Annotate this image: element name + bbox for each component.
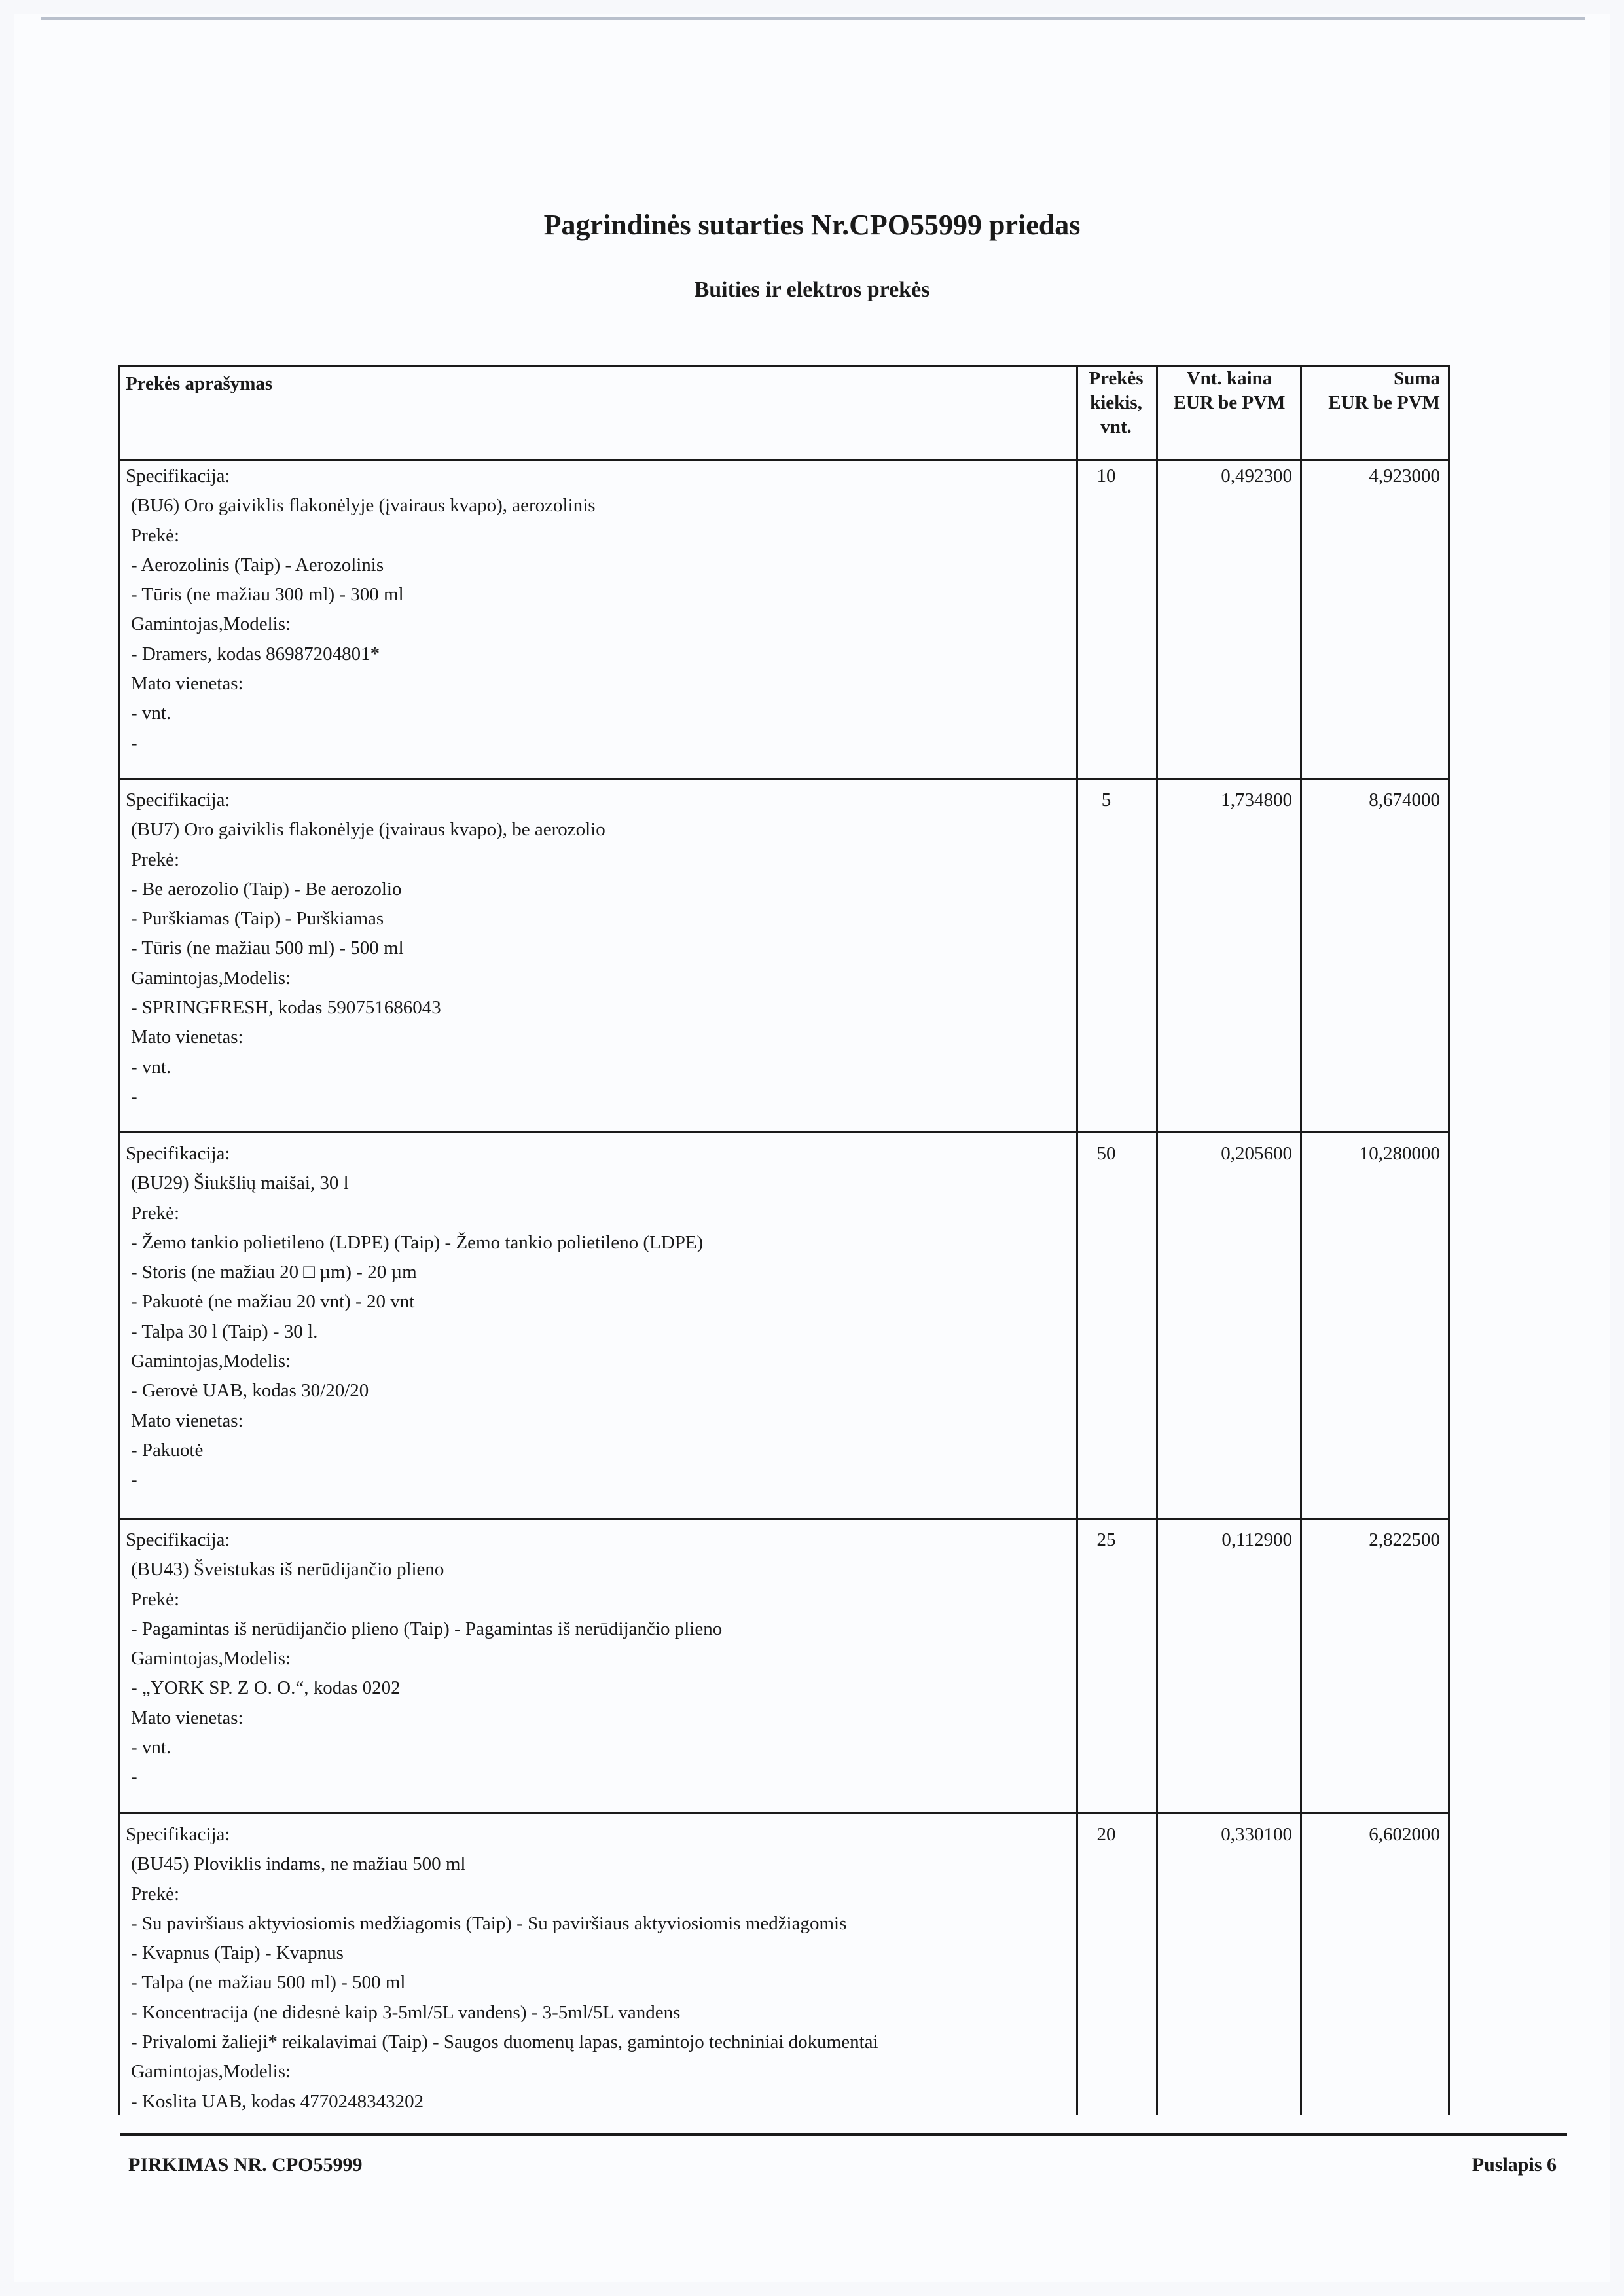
table-row-border [118, 459, 1450, 461]
description-line: (BU29) Šiukšlių maišai, 30 l [131, 1173, 349, 1194]
description-line: Gamintojas,Modelis: [131, 1648, 291, 1669]
description-line: - Aerozolinis (Taip) - Aerozolinis [131, 554, 384, 575]
description-line: - Purškiamas (Taip) - Purškiamas [131, 908, 384, 930]
table-row-sum: 4,923000 [1369, 465, 1440, 486]
description-line: (BU45) Ploviklis indams, ne mažiau 500 ml [131, 1853, 466, 1875]
description-line: - [131, 1766, 137, 1788]
table-row-unit-price: 0,492300 [1221, 465, 1292, 486]
description-line: - „YORK SP. Z O. O.“, kodas 0202 [131, 1677, 401, 1699]
description-line: Prekė: [131, 848, 180, 870]
footer-divider [120, 2133, 1567, 2136]
description-line: - vnt. [131, 1737, 171, 1758]
header-quantity-line: Prekės [1089, 368, 1144, 389]
description-line: (BU7) Oro gaiviklis flakonėlyje (įvairaus kvapo), be aerozolio [131, 819, 605, 841]
table-row-quantity: 25 [1096, 1529, 1116, 1550]
header-sum-line: EUR be PVM [1328, 392, 1440, 413]
description-line: - Žemo tankio polietileno (LDPE) (Taip) - Žemo tankio polietileno (LDPE) [131, 1231, 704, 1253]
description-line: Mato vienetas: [131, 1027, 244, 1048]
description-line: - Gerovė UAB, kodas 30/20/20 [131, 1380, 369, 1402]
table-row-description [126, 1820, 878, 2117]
description-line: - vnt. [131, 702, 171, 724]
description-line: - [131, 1469, 137, 1491]
description-line: - Tūris (ne mažiau 300 ml) - 300 ml [131, 584, 404, 606]
table-row-sum: 8,674000 [1369, 790, 1440, 811]
footer-procurement-number: PIRKIMAS NR. CPO55999 [128, 2154, 363, 2176]
description-line: Gamintojas,Modelis: [131, 967, 291, 989]
header-quantity [1080, 367, 1152, 439]
description-line: - SPRINGFRESH, kodas 590751686043 [131, 997, 441, 1019]
table-row-sum: 10,280000 [1359, 1143, 1440, 1164]
description-line: - Pagamintas iš nerūdijančio plieno (Taip) - Pagamintas iš nerūdijančio plieno [131, 1618, 723, 1639]
table-row-description [126, 462, 596, 758]
description-line: - Storis (ne mažiau 20 □ µm) - 20 µm [131, 1262, 417, 1283]
description-line: - Pakuotė [131, 1439, 204, 1461]
header-sum-line: Suma [1394, 368, 1440, 389]
header-unit-price-line: Vnt. kaina [1186, 368, 1272, 389]
table-row-quantity: 20 [1096, 1824, 1116, 1845]
table-row-unit-price: 0,330100 [1221, 1824, 1292, 1845]
table-row-unit-price: 1,734800 [1221, 790, 1292, 811]
table-row-unit-price: 0,112900 [1221, 1529, 1292, 1550]
description-line: - Kvapnus (Taip) - Kvapnus [131, 1942, 344, 1964]
description-line: - Koslita UAB, kodas 4770248343202 [131, 2090, 424, 2112]
header-sum [1307, 367, 1440, 415]
description-line: - Be aerozolio (Taip) - Be aerozolio [131, 878, 402, 900]
description-line: Mato vienetas: [131, 1410, 244, 1431]
description-line: Specifikacija: [126, 1824, 230, 1845]
header-unit-price-line: EUR be PVM [1173, 392, 1286, 413]
table-column-border [1156, 365, 1158, 2115]
description-line: Prekė: [131, 1883, 180, 1904]
document-title: Pagrindinės sutarties Nr.CPO55999 priedas [543, 209, 1081, 241]
description-line: Prekė: [131, 1588, 180, 1610]
table-row-description [126, 1525, 722, 1793]
table-row-quantity: 5 [1101, 790, 1111, 811]
description-line: Mato vienetas: [131, 1707, 244, 1728]
table-row-unit-price: 0,205600 [1221, 1143, 1292, 1164]
table-column-border [1448, 365, 1450, 2115]
table-row-border [118, 1131, 1450, 1133]
description-line: - Privalomi žalieji* reikalavimai (Taip) - Saugos duomenų lapas, gamintojo techniniai dokumentai [131, 2032, 878, 2053]
description-line: - Su paviršiaus aktyviosiomis medžiagomis (Taip) - Su paviršiaus aktyviosiomis medžiagomis [131, 1912, 847, 1934]
description-line: - [131, 1085, 137, 1107]
description-line: - Koncentracija (ne didesnė kaip 3-5ml/5L vandens) - 3-5ml/5L vandens [131, 2001, 681, 2023]
table-row-border [118, 778, 1450, 780]
description-line: - Talpa (ne mažiau 500 ml) - 500 ml [131, 1972, 406, 1994]
description-line: - Talpa 30 l (Taip) - 30 l. [131, 1321, 318, 1342]
description-line: Gamintojas,Modelis: [131, 613, 291, 635]
scan-edge-line [41, 17, 1585, 20]
description-line: - vnt. [131, 1056, 171, 1078]
description-line: - Tūris (ne mažiau 500 ml) - 500 ml [131, 938, 404, 959]
description-line: Mato vienetas: [131, 673, 244, 695]
table-row-border [118, 1518, 1450, 1520]
header-unit-price [1159, 367, 1300, 415]
header-quantity-line: vnt. [1100, 416, 1132, 437]
table-row-description [126, 786, 605, 1112]
table-column-border [1300, 365, 1302, 2115]
table-row-quantity: 10 [1096, 465, 1116, 486]
description-line: Specifikacija: [126, 465, 230, 486]
footer-page-number: Puslapis 6 [1471, 2154, 1557, 2176]
description-line: - Pakuotė (ne mažiau 20 vnt) - 20 vnt [131, 1291, 415, 1313]
description-line: Gamintojas,Modelis: [131, 1351, 291, 1372]
description-line: Prekė: [131, 1202, 180, 1224]
description-line: Prekė: [131, 524, 180, 546]
document-subtitle: Buities ir elektros prekės [694, 278, 930, 302]
table-row-sum: 2,822500 [1369, 1529, 1440, 1550]
description-line: Specifikacija: [126, 1143, 230, 1164]
table-row-description [126, 1139, 703, 1495]
table-column-border [118, 365, 120, 2115]
description-line: Gamintojas,Modelis: [131, 2061, 291, 2083]
description-line: - [131, 732, 137, 754]
description-line: Specifikacija: [126, 1529, 230, 1550]
table-row-border [118, 1812, 1450, 1814]
header-quantity-line: kiekis, [1090, 392, 1142, 413]
header-description: Prekės aprašymas [126, 373, 273, 394]
table-column-border [1076, 365, 1078, 2115]
description-line: (BU43) Šveistukas iš nerūdijančio plieno [131, 1559, 444, 1580]
description-line: (BU6) Oro gaiviklis flakonėlyje (įvairaus kvapo), aerozolinis [131, 495, 596, 517]
description-line: - Dramers, kodas 86987204801* [131, 643, 380, 665]
table-row-border [118, 365, 1450, 367]
table-row-quantity: 50 [1096, 1143, 1116, 1164]
table-row-sum: 6,602000 [1369, 1824, 1440, 1845]
description-line: Specifikacija: [126, 790, 230, 811]
